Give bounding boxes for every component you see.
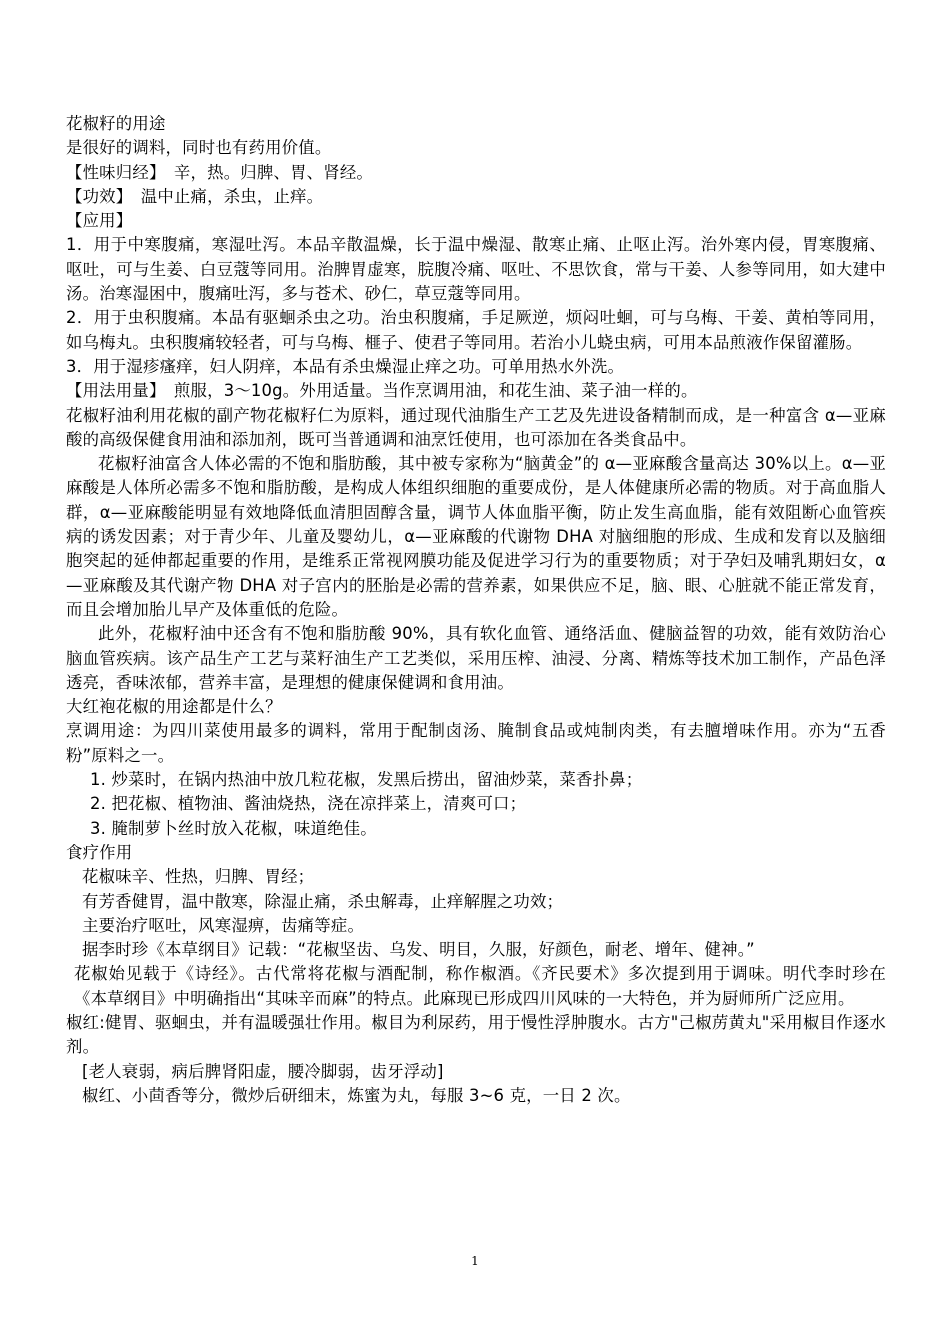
cooking-tip-3: 3. 腌制萝卜丝时放入花椒，味道绝佳。 — [90, 818, 377, 838]
alpha-linolenic-paragraph: 花椒籽油富含人体必需的不饱和脂肪酸，其中被专家称为“脑黄金”的 α—亚麻酸含量高达 30%以上。α—亚麻酸是人体所必需多不饱和脂肪酸，是构成人体组织细胞的重要成份，是人体健康所必需的物质。对于高血脂人群，α—亚麻酸能明显有效地降低血清胆固醇含量，调节人体血脂平衡，防止发生高血脂，能有效阻断心血管疾病的诱发因素；对于青少年、儿童及婴幼儿，α—亚麻酸的代谢物 DHA 对脑细胞的形成、生成和发育以及脑细胞突起的延伸都起重要的作用，是维系正常视网膜功能及促进学习行为的重要物质；对于孕妇及哺乳期妇女，α—亚麻酸及其代谢产物 DHA 对子宫内的胚胎是必需的营养素，如果供应不足，脑、眼、心脏就不能正常发育，而且会增加胎儿早产及体重低的危险。 — [66, 454, 886, 619]
remedy-title: [老人衰弱，病后脾肾阳虚，腰冷脚弱，齿牙浮动] — [82, 1061, 444, 1081]
dosage-line: 【用法用量】 煎服，3～10g。外用适量。当作烹调用油，和花生油、菜子油一样的。 — [66, 381, 698, 401]
therapy-line-2: 有芳香健胃，温中散寒，除湿止痛，杀虫解毒，止痒解腥之功效； — [82, 891, 564, 911]
remedy-recipe: 椒红、小茴香等分，微炒后研细末，炼蜜为丸，每服 3~6 克，一日 2 次。 — [82, 1085, 631, 1105]
document-body — [66, 112, 886, 1108]
therapy-line-3: 主要治疗呕吐，风寒湿痹，齿痛等症。 — [82, 915, 365, 935]
page-number: 1 — [471, 1254, 479, 1268]
dietary-therapy-heading: 食疗作用 — [66, 842, 133, 862]
unsaturated-fat-paragraph: 此外，花椒籽油中还含有不饱和脂肪酸 90%，具有软化血管、通络活血、健脑益智的功效，能有效防治心脑血管疾病。该产品生产工艺与菜籽油生产工艺类似，采用压榨、油浸、分离、精炼等技术加工制作，产品色泽透亮，香味浓郁，营养丰富，是理想的健康保健调和食用油。 — [66, 624, 886, 692]
pericarp-paragraph: 椒红:健胃、驱蛔虫，并有温暖强壮作用。椒目为利尿药，用于慢性浮肿腹水。古方"己椒苈黄丸"采用椒目作逐水剂。 — [66, 1012, 886, 1057]
application-item-3: 3．用于湿疹瘙痒，妇人阴痒，本品有杀虫燥湿止痒之功。可单用热水外洗。 — [66, 356, 625, 376]
nature-flavor-line: 【性味归经】 辛，热。归脾、胃、肾经。 — [66, 162, 374, 182]
cooking-tip-2: 2. 把花椒、植物油、酱油烧热，浇在凉拌菜上，清爽可口； — [90, 794, 527, 814]
application-item-1: 1．用于中寒腹痛，寒湿吐泻。本品辛散温燥，长于温中燥湿、散寒止痛、止呕止泻。治外寒内侵，胃寒腹痛、呕吐，可与生姜、白豆蔻等同用。治脾胃虚寒，脘腹冷痛、呕吐、不思饮食，常与干姜、人参等同用，如大建中汤。治寒湿困中，腹痛吐泻，多与苍术、砂仁，草豆蔻等同用。 — [66, 235, 886, 304]
efficacy-line: 【功效】 温中止痛，杀虫，止痒。 — [66, 186, 324, 206]
cooking-use-paragraph: 烹调用途：为四川菜使用最多的调料，常用于配制卤汤、腌制食品或炖制肉类，有去膻增味作用。亦为“五香粉”原料之一。 — [66, 721, 886, 765]
application-heading: 【应用】 — [66, 211, 133, 231]
bencao-quote: 据李时珍《本草纲目》记载：“花椒坚齿、乌发、明目，久服，好颜色，耐老、增年、健神。” — [82, 940, 755, 960]
history-paragraph: 花椒始见载于《诗经》。古代常将花椒与酒配制，称作椒酒。《齐民要术》多次提到用于调味。明代李时珍在《本草纲目》中明确指出“其味辛而麻”的特点。此麻现已形成四川风味的一大特色，并为厨师所广泛应用。 — [74, 964, 886, 1008]
dahongpao-heading: 大红袍花椒的用途都是什么？ — [66, 697, 282, 717]
application-item-2: 2．用于虫积腹痛。本品有驱蛔杀虫之功。治虫积腹痛，手足厥逆，烦闷吐蛔，可与乌梅、干姜、黄柏等同用，如乌梅丸。虫积腹痛较轻者，可与乌梅、榧子、使君子等同用。若治小儿蛲虫病，可用本品煎液作保留灌肠。 — [66, 308, 886, 352]
seed-oil-paragraph: 花椒籽油利用花椒的副产物花椒籽仁为原料，通过现代油脂生产工艺及先进设备精制而成，是一种富含 α—亚麻酸的高级保健食用油和添加剂，既可当普通调和油烹饪使用，也可添加在各类食品中。 — [66, 405, 886, 449]
therapy-line-1: 花椒味辛、性热，归脾、胃经； — [82, 867, 315, 887]
doc-title: 花椒籽的用途 — [66, 114, 166, 133]
intro-line: 是很好的调料，同时也有药用价值。 — [66, 138, 332, 158]
cooking-tip-1: 1. 炒菜时，在锅内热油中放几粒花椒，发黑后捞出，留油炒菜，菜香扑鼻； — [90, 770, 643, 790]
